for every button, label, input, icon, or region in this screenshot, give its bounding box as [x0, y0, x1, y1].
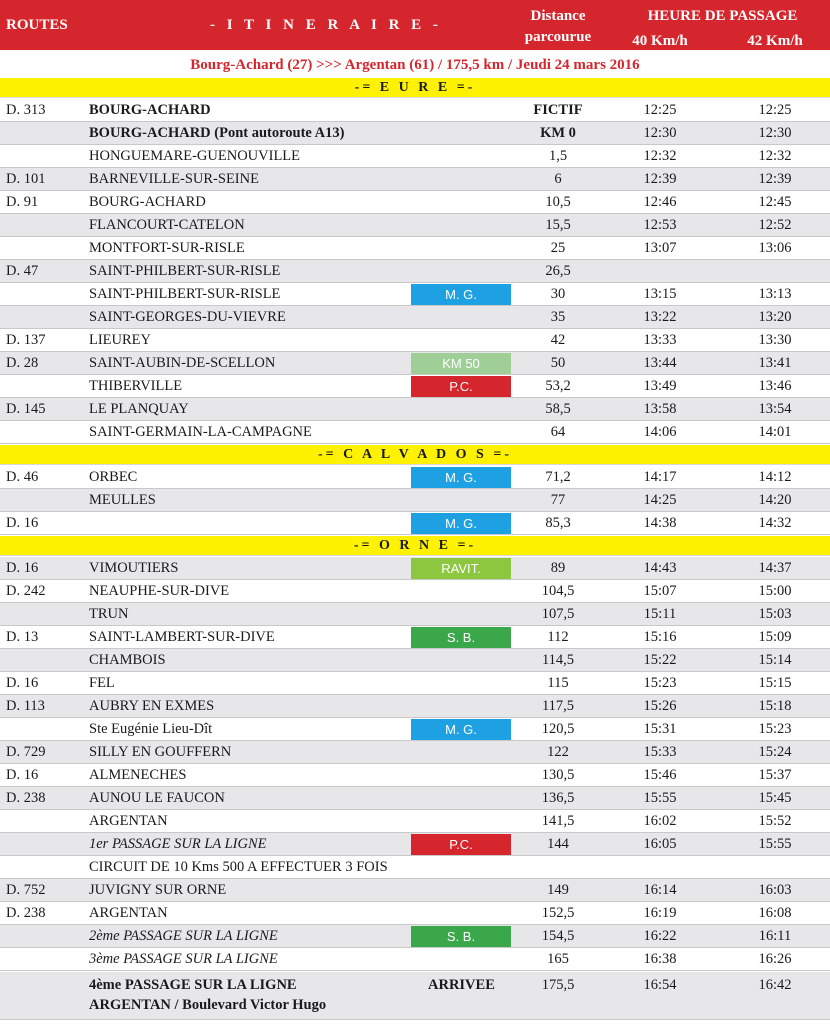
place-name: Ste Eugénie Lieu-Dît — [89, 721, 213, 737]
time-42kmh: 15:15 — [758, 675, 792, 691]
distance-value: 141,5 — [541, 813, 575, 829]
place-name: FEL — [89, 675, 115, 691]
checkpoint-badge: M. G. — [411, 284, 511, 305]
time-42kmh: 15:09 — [758, 629, 792, 645]
finish-distance: 175,5 — [541, 977, 575, 993]
time-40kmh: 15:07 — [643, 583, 677, 599]
route-number: D. 16 — [6, 560, 39, 576]
distance-header-line2: parcourue — [524, 29, 592, 45]
distance-value: 130,5 — [541, 767, 575, 783]
route-number: D. 13 — [6, 629, 39, 645]
time-40kmh: 15:22 — [643, 652, 677, 668]
checkpoint-badge: P.C. — [411, 376, 511, 397]
distance-value: 154,5 — [541, 928, 575, 944]
place-name: HONGUEMARE-GUENOUVILLE — [89, 148, 301, 164]
place-name: ORBEC — [89, 469, 138, 485]
itineraire-header: - I T I N E R A I R E - — [210, 17, 442, 33]
section-orne: -= O R N E =- — [0, 536, 830, 556]
table-row — [0, 489, 830, 512]
table-row — [0, 375, 830, 398]
table-row — [0, 214, 830, 237]
place-name: MONTFORT-SUR-RISLE — [89, 240, 245, 256]
distance-value: 149 — [547, 882, 569, 898]
place-name: AUNOU LE FAUCON — [89, 790, 225, 806]
table-row — [0, 580, 830, 603]
place-name: ARGENTAN — [89, 813, 168, 829]
time-42kmh: 15:23 — [758, 721, 792, 737]
checkpoint-badge: KM 50 — [411, 353, 511, 374]
table-row — [0, 948, 830, 971]
time-40kmh: 13:44 — [643, 355, 677, 371]
table-row — [0, 718, 830, 741]
time-40kmh: 13:07 — [643, 240, 677, 256]
distance-value: 42 — [550, 332, 566, 348]
time-42kmh: 14:01 — [758, 424, 792, 440]
place-name: SAINT-LAMBERT-SUR-DIVE — [89, 629, 275, 645]
place-name: SAINT-PHILBERT-SUR-RISLE — [89, 263, 281, 279]
time-42kmh: 16:08 — [758, 905, 792, 921]
table-row — [0, 787, 830, 810]
distance-value: 58,5 — [545, 401, 571, 417]
distance-value: FICTIF — [533, 102, 583, 118]
time-42kmh: 16:26 — [758, 951, 792, 967]
time-40kmh: 12:39 — [643, 171, 677, 187]
time-40kmh: 14:43 — [643, 560, 677, 576]
distance-value: 136,5 — [541, 790, 575, 806]
route-number: D. 137 — [6, 332, 46, 348]
table-row — [0, 902, 830, 925]
time-42kmh: 12:25 — [758, 102, 792, 118]
time-40kmh: 16:02 — [643, 813, 677, 829]
table-row — [0, 557, 830, 580]
table-row — [0, 145, 830, 168]
time-40kmh: 15:16 — [643, 629, 677, 645]
place-name: VIMOUTIERS — [89, 560, 179, 576]
table-row — [0, 626, 830, 649]
distance-value: 30 — [550, 286, 566, 302]
time-40kmh: 14:17 — [643, 469, 677, 485]
distance-value: KM 0 — [540, 125, 576, 141]
table-row — [0, 466, 830, 489]
table-row — [0, 764, 830, 787]
route-number: D. 113 — [6, 698, 45, 714]
table-row — [0, 603, 830, 626]
time-42kmh: 15:00 — [758, 583, 792, 599]
route-number: D. 28 — [6, 355, 39, 371]
time-42kmh: 13:54 — [758, 401, 792, 417]
distance-value: 35 — [550, 309, 566, 325]
distance-value: 117,5 — [541, 698, 575, 714]
distance-value: 64 — [550, 424, 566, 440]
time-42kmh: 12:52 — [758, 217, 792, 233]
place-name: 3ème PASSAGE SUR LA LIGNE — [89, 951, 278, 967]
checkpoint-badge: M. G. — [411, 719, 511, 740]
routes-header: ROUTES — [6, 17, 68, 33]
distance-value: 112 — [547, 629, 569, 645]
table-row — [0, 833, 830, 856]
time-40kmh: 12:25 — [643, 102, 677, 118]
time-42kmh: 14:37 — [758, 560, 792, 576]
place-name: THIBERVILLE — [89, 378, 183, 394]
time-40kmh: 14:38 — [643, 515, 677, 531]
time-42kmh: 15:18 — [758, 698, 792, 714]
table-row — [0, 122, 830, 145]
route-number: D. 46 — [6, 469, 39, 485]
route-number: D. 313 — [6, 102, 46, 118]
distance-value: 77 — [550, 492, 566, 508]
place-name: BOURG-ACHARD — [89, 102, 211, 118]
finish-place: 4ème PASSAGE SUR LA LIGNE — [89, 977, 297, 993]
time-40kmh: 16:14 — [643, 882, 677, 898]
route-number: D. 16 — [6, 767, 39, 783]
place-name: 1er PASSAGE SUR LA LIGNE — [89, 836, 267, 852]
place-name: ARGENTAN — [89, 905, 168, 921]
place-name: CIRCUIT DE 10 Kms 500 A EFFECTUER 3 FOIS — [89, 859, 388, 875]
distance-value: 165 — [547, 951, 569, 967]
time-40kmh: 15:33 — [643, 744, 677, 760]
time-40kmh: 14:06 — [643, 424, 677, 440]
time-42kmh: 13:06 — [758, 240, 792, 256]
checkpoint-badge: M. G. — [411, 513, 511, 534]
table-row — [0, 695, 830, 718]
arrivee-label: ARRIVEE — [428, 977, 495, 993]
finish-row — [0, 972, 830, 1020]
distance-value: 26,5 — [545, 263, 571, 279]
time-40kmh: 13:49 — [643, 378, 677, 394]
route-number: D. 91 — [6, 194, 39, 210]
section-calvados: -= C A L V A D O S =- — [0, 445, 830, 465]
time-40kmh: 16:38 — [643, 951, 677, 967]
place-name: 2ème PASSAGE SUR LA LIGNE — [89, 928, 278, 944]
route-number: D. 145 — [6, 401, 46, 417]
table-row — [0, 512, 830, 535]
distance-value: 89 — [550, 560, 566, 576]
place-name: BARNEVILLE-SUR-SEINE — [89, 171, 259, 187]
place-name: BOURG-ACHARD (Pont autoroute A13) — [89, 125, 345, 141]
time-40kmh: 14:25 — [643, 492, 677, 508]
place-name: CHAMBOIS — [89, 652, 166, 668]
distance-value: 114,5 — [541, 652, 575, 668]
speed-42-header: 42 Km/h — [747, 33, 803, 49]
distance-value: 107,5 — [541, 606, 575, 622]
time-40kmh: 12:30 — [643, 125, 677, 141]
table-header — [0, 0, 830, 50]
distance-value: 1,5 — [548, 148, 568, 164]
route-number: D. 242 — [6, 583, 46, 599]
place-name: SILLY EN GOUFFERN — [89, 744, 232, 760]
speed-40-header: 40 Km/h — [632, 33, 688, 49]
table-row — [0, 856, 830, 879]
time-40kmh: 15:23 — [643, 675, 677, 691]
checkpoint-badge: M. G. — [411, 467, 511, 488]
distance-value: 71,2 — [545, 469, 571, 485]
place-name: ALMENECHES — [89, 767, 187, 783]
distance-value: 120,5 — [541, 721, 575, 737]
time-42kmh: 15:37 — [758, 767, 792, 783]
table-row — [0, 237, 830, 260]
time-42kmh: 15:45 — [758, 790, 792, 806]
section-eure: -= E U R E =- — [0, 78, 830, 98]
distance-value: 25 — [550, 240, 566, 256]
route-number: D. 16 — [6, 675, 39, 691]
time-42kmh: 14:20 — [758, 492, 792, 508]
distance-header: Distance — [530, 8, 586, 24]
time-42kmh: 13:30 — [758, 332, 792, 348]
distance-value: 122 — [547, 744, 569, 760]
table-row — [0, 421, 830, 444]
time-42kmh: 14:32 — [758, 515, 792, 531]
place-name: MEULLES — [89, 492, 156, 508]
time-40kmh: 16:05 — [643, 836, 677, 852]
table-row — [0, 352, 830, 375]
time-40kmh: 15:55 — [643, 790, 677, 806]
place-name: SAINT-PHILBERT-SUR-RISLE — [89, 286, 281, 302]
time-40kmh: 12:46 — [643, 194, 677, 210]
time-42kmh: 16:03 — [758, 882, 792, 898]
time-42kmh: 12:45 — [758, 194, 792, 210]
time-40kmh: 15:26 — [643, 698, 677, 714]
finish-place-address: ARGENTAN / Boulevard Victor Hugo — [89, 997, 327, 1013]
place-name: SAINT-GEORGES-DU-VIEVRE — [89, 309, 286, 325]
route-number: D. 752 — [6, 882, 46, 898]
distance-value: 144 — [547, 836, 569, 852]
stage-subtitle: Bourg-Achard (27) >>> Argentan (61) / 175,5 km / Jeudi 24 mars 2016 — [190, 57, 640, 73]
time-42kmh: 13:20 — [758, 309, 792, 325]
table-row — [0, 329, 830, 352]
heure-passage-header: HEURE DE PASSAGE — [647, 8, 798, 24]
table-row — [0, 306, 830, 329]
time-40kmh: 13:15 — [643, 286, 677, 302]
distance-value: 152,5 — [541, 905, 575, 921]
time-42kmh: 15:52 — [758, 813, 792, 829]
table-row — [0, 810, 830, 833]
distance-value: 6 — [554, 171, 562, 187]
table-row — [0, 879, 830, 902]
time-42kmh: 12:30 — [758, 125, 792, 141]
time-42kmh: 13:13 — [758, 286, 792, 302]
table-row — [0, 925, 830, 948]
place-name: FLANCOURT-CATELON — [89, 217, 245, 233]
time-42kmh: 15:55 — [758, 836, 792, 852]
time-40kmh: 15:31 — [643, 721, 677, 737]
distance-value: 104,5 — [541, 583, 575, 599]
time-40kmh: 12:32 — [643, 148, 677, 164]
place-name: SAINT-GERMAIN-LA-CAMPAGNE — [89, 424, 312, 440]
place-name: LIEUREY — [89, 332, 152, 348]
route-number: D. 729 — [6, 744, 46, 760]
time-40kmh: 12:53 — [643, 217, 677, 233]
time-42kmh: 15:03 — [758, 606, 792, 622]
checkpoint-badge: RAVIT. — [411, 558, 511, 579]
route-number: D. 101 — [6, 171, 46, 187]
time-42kmh: 13:41 — [758, 355, 792, 371]
table-row — [0, 168, 830, 191]
time-40kmh: 13:58 — [643, 401, 677, 417]
time-40kmh: 16:22 — [643, 928, 677, 944]
place-name: LE PLANQUAY — [89, 401, 189, 417]
distance-value: 10,5 — [545, 194, 571, 210]
table-row — [0, 99, 830, 122]
checkpoint-badge: P.C. — [411, 834, 511, 855]
finish-time-42: 16:42 — [758, 977, 792, 993]
place-name: JUVIGNY SUR ORNE — [89, 882, 227, 898]
time-42kmh: 15:24 — [758, 744, 792, 760]
time-40kmh: 16:19 — [643, 905, 677, 921]
time-40kmh: 13:22 — [643, 309, 677, 325]
time-42kmh: 12:39 — [758, 171, 792, 187]
time-42kmh: 12:32 — [758, 148, 792, 164]
time-42kmh: 15:14 — [758, 652, 792, 668]
distance-value: 115 — [547, 675, 569, 691]
time-40kmh: 13:33 — [643, 332, 677, 348]
distance-value: 50 — [550, 355, 566, 371]
route-number: D. 16 — [6, 515, 39, 531]
distance-value: 15,5 — [545, 217, 571, 233]
route-number: D. 238 — [6, 905, 46, 921]
time-42kmh: 13:46 — [758, 378, 792, 394]
time-42kmh: 16:11 — [758, 928, 792, 944]
route-number: D. 238 — [6, 790, 46, 806]
place-name: NEAUPHE-SUR-DIVE — [89, 583, 230, 599]
table-row — [0, 398, 830, 421]
table-row — [0, 649, 830, 672]
checkpoint-badge: S. B. — [411, 926, 511, 947]
table-row — [0, 191, 830, 214]
place-name: BOURG-ACHARD — [89, 194, 206, 210]
table-row — [0, 260, 830, 283]
table-row — [0, 741, 830, 764]
distance-value: 85,3 — [545, 515, 571, 531]
place-name: TRUN — [89, 606, 129, 622]
time-40kmh: 15:46 — [643, 767, 677, 783]
table-row — [0, 672, 830, 695]
finish-time-40: 16:54 — [643, 977, 677, 993]
place-name: AUBRY EN EXMES — [89, 698, 215, 714]
distance-value: 53,2 — [545, 378, 571, 394]
checkpoint-badge: S. B. — [411, 627, 511, 648]
time-42kmh: 14:12 — [758, 469, 792, 485]
route-number: D. 47 — [6, 263, 39, 279]
time-40kmh: 15:11 — [643, 606, 677, 622]
place-name: SAINT-AUBIN-DE-SCELLON — [89, 355, 276, 371]
table-row — [0, 283, 830, 306]
